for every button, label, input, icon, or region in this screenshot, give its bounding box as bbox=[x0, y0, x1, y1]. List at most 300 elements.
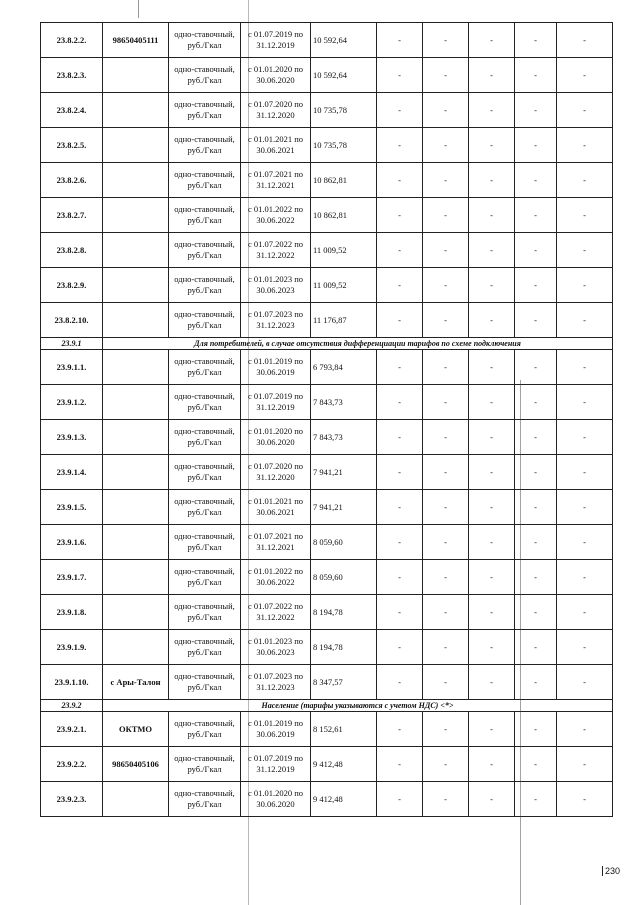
tariff-period-line-1: с 01.07.2019 по bbox=[247, 29, 304, 39]
empty-value: - bbox=[557, 268, 613, 303]
row-organization: с Ары-Талон bbox=[103, 665, 169, 700]
row-code: 23.9.1.4. bbox=[41, 455, 103, 490]
row-code: 23.8.2.5. bbox=[41, 128, 103, 163]
table-row bbox=[41, 630, 613, 665]
tariff-period-line-2: 31.12.2023 bbox=[256, 320, 295, 330]
empty-value: - bbox=[557, 93, 613, 128]
row-organization bbox=[103, 630, 169, 665]
row-code: 23.9.1.9. bbox=[41, 630, 103, 665]
tariff-period bbox=[241, 747, 311, 782]
tariff-type-line-2: руб./Гкал bbox=[187, 402, 222, 412]
row-organization: ОКТМО bbox=[103, 712, 169, 747]
tariff-type bbox=[169, 58, 241, 93]
tariff-period-line-1: с 01.07.2023 по bbox=[247, 309, 304, 319]
table-row bbox=[41, 712, 613, 747]
tariff-type-line-1: одно-ставочный, bbox=[174, 718, 235, 728]
tariff-period bbox=[241, 595, 311, 630]
empty-value: - bbox=[423, 560, 469, 595]
tariff-type bbox=[169, 782, 241, 817]
tariff-period bbox=[241, 560, 311, 595]
scan-artifact-line bbox=[138, 0, 139, 18]
empty-value: - bbox=[423, 420, 469, 455]
tariff-value: 10 862,81 bbox=[311, 198, 377, 233]
empty-value: - bbox=[557, 303, 613, 338]
row-code: 23.9.2.3. bbox=[41, 782, 103, 817]
empty-value: - bbox=[377, 782, 423, 817]
tariff-type bbox=[169, 268, 241, 303]
tariff-period-line-1: с 01.07.2019 по bbox=[247, 391, 304, 401]
empty-value: - bbox=[423, 233, 469, 268]
tariff-type-line-2: руб./Гкал bbox=[187, 764, 222, 774]
empty-value: - bbox=[423, 630, 469, 665]
row-organization: 98650405111 bbox=[103, 23, 169, 58]
table-row bbox=[41, 93, 613, 128]
empty-value: - bbox=[557, 665, 613, 700]
empty-value: - bbox=[515, 525, 557, 560]
empty-value: - bbox=[515, 268, 557, 303]
empty-value: - bbox=[515, 712, 557, 747]
tariff-period-line-1: с 01.01.2021 по bbox=[247, 134, 304, 144]
tariff-period bbox=[241, 630, 311, 665]
tariff-type bbox=[169, 23, 241, 58]
row-organization bbox=[103, 93, 169, 128]
tariff-value: 8 059,60 bbox=[311, 525, 377, 560]
table-row bbox=[41, 665, 613, 700]
tariff-period-line-1: с 01.01.2020 по bbox=[247, 64, 304, 74]
tariff-period-line-2: 31.12.2023 bbox=[256, 682, 295, 692]
tariff-period bbox=[241, 303, 311, 338]
row-organization bbox=[103, 233, 169, 268]
table-row bbox=[41, 420, 613, 455]
empty-value: - bbox=[557, 455, 613, 490]
tariff-period bbox=[241, 163, 311, 198]
tariff-value: 11 009,52 bbox=[311, 233, 377, 268]
tariff-period-line-2: 30.06.2020 bbox=[256, 437, 295, 447]
tariff-period bbox=[241, 268, 311, 303]
tariff-type-line-2: руб./Гкал bbox=[187, 320, 222, 330]
tariff-value: 10 592,64 bbox=[311, 58, 377, 93]
tariff-period-line-2: 31.12.2019 bbox=[256, 764, 295, 774]
tariff-type-line-2: руб./Гкал bbox=[187, 180, 222, 190]
tariff-type-line-2: руб./Гкал bbox=[187, 507, 222, 517]
scan-artifact-line bbox=[248, 0, 249, 905]
empty-value: - bbox=[557, 58, 613, 93]
empty-value: - bbox=[515, 23, 557, 58]
empty-value: - bbox=[557, 747, 613, 782]
empty-value: - bbox=[469, 93, 515, 128]
empty-value: - bbox=[377, 630, 423, 665]
tariff-value: 8 194,78 bbox=[311, 630, 377, 665]
tariff-period-line-1: с 01.01.2020 по bbox=[247, 426, 304, 436]
tariff-period bbox=[241, 782, 311, 817]
tariff-period-line-2: 30.06.2020 bbox=[256, 799, 295, 809]
row-code: 23.9.1.1. bbox=[41, 350, 103, 385]
empty-value: - bbox=[469, 525, 515, 560]
tariff-value: 8 194,78 bbox=[311, 595, 377, 630]
empty-value: - bbox=[469, 747, 515, 782]
tariff-type-line-1: одно-ставочный, bbox=[174, 204, 235, 214]
empty-value: - bbox=[515, 58, 557, 93]
tariff-period-line-2: 31.12.2021 bbox=[256, 180, 295, 190]
tariff-period-line-2: 30.06.2022 bbox=[256, 577, 295, 587]
empty-value: - bbox=[423, 385, 469, 420]
tariff-type bbox=[169, 665, 241, 700]
empty-value: - bbox=[377, 198, 423, 233]
empty-value: - bbox=[469, 490, 515, 525]
empty-value: - bbox=[557, 630, 613, 665]
row-organization bbox=[103, 385, 169, 420]
empty-value: - bbox=[515, 490, 557, 525]
empty-value: - bbox=[515, 128, 557, 163]
row-code: 23.8.2.10. bbox=[41, 303, 103, 338]
empty-value: - bbox=[423, 712, 469, 747]
tariff-period-line-1: с 01.07.2022 по bbox=[247, 239, 304, 249]
tariff-value: 7 941,21 bbox=[311, 490, 377, 525]
row-organization bbox=[103, 560, 169, 595]
empty-value: - bbox=[377, 525, 423, 560]
tariff-type bbox=[169, 747, 241, 782]
tariff-period-line-2: 31.12.2020 bbox=[256, 110, 295, 120]
empty-value: - bbox=[469, 782, 515, 817]
tariff-period-line-1: с 01.01.2020 по bbox=[247, 788, 304, 798]
tariff-type-line-1: одно-ставочный, bbox=[174, 391, 235, 401]
empty-value: - bbox=[469, 128, 515, 163]
empty-value: - bbox=[557, 163, 613, 198]
tariff-value: 9 412,48 bbox=[311, 747, 377, 782]
tariff-type-line-1: одно-ставочный, bbox=[174, 64, 235, 74]
tariff-type-line-2: руб./Гкал bbox=[187, 682, 222, 692]
tariff-period-line-2: 30.06.2023 bbox=[256, 647, 295, 657]
tariff-period-line-2: 30.06.2019 bbox=[256, 729, 295, 739]
section-code: 23.9.1 bbox=[41, 338, 103, 350]
empty-value: - bbox=[557, 712, 613, 747]
row-organization bbox=[103, 198, 169, 233]
empty-value: - bbox=[377, 665, 423, 700]
row-organization bbox=[103, 268, 169, 303]
empty-value: - bbox=[557, 128, 613, 163]
section-row bbox=[41, 338, 613, 350]
tariff-type-line-2: руб./Гкал bbox=[187, 577, 222, 587]
row-organization bbox=[103, 782, 169, 817]
table-row bbox=[41, 303, 613, 338]
tariff-type-line-2: руб./Гкал bbox=[187, 729, 222, 739]
table-row bbox=[41, 128, 613, 163]
empty-value: - bbox=[557, 233, 613, 268]
empty-value: - bbox=[469, 455, 515, 490]
empty-value: - bbox=[469, 712, 515, 747]
empty-value: - bbox=[469, 350, 515, 385]
row-organization bbox=[103, 128, 169, 163]
empty-value: - bbox=[377, 560, 423, 595]
tariff-period-line-2: 31.12.2019 bbox=[256, 402, 295, 412]
tariff-period-line-2: 30.06.2021 bbox=[256, 507, 295, 517]
row-code: 23.8.2.2. bbox=[41, 23, 103, 58]
row-code: 23.8.2.3. bbox=[41, 58, 103, 93]
row-organization: 98650405106 bbox=[103, 747, 169, 782]
row-code: 23.9.2.2. bbox=[41, 747, 103, 782]
empty-value: - bbox=[557, 420, 613, 455]
tariff-period bbox=[241, 93, 311, 128]
row-organization bbox=[103, 303, 169, 338]
tariff-value: 11 009,52 bbox=[311, 268, 377, 303]
empty-value: - bbox=[515, 350, 557, 385]
tariff-type bbox=[169, 93, 241, 128]
tariff-period-line-1: с 01.07.2021 по bbox=[247, 531, 304, 541]
tariff-period bbox=[241, 128, 311, 163]
tariff-period bbox=[241, 525, 311, 560]
tariff-type-line-1: одно-ставочный, bbox=[174, 309, 235, 319]
tariff-period-line-1: с 01.07.2020 по bbox=[247, 461, 304, 471]
tariff-type-line-1: одно-ставочный, bbox=[174, 134, 235, 144]
row-code: 23.9.2.1. bbox=[41, 712, 103, 747]
tariff-type bbox=[169, 350, 241, 385]
empty-value: - bbox=[469, 198, 515, 233]
empty-value: - bbox=[515, 420, 557, 455]
tariff-period-line-1: с 01.01.2023 по bbox=[247, 274, 304, 284]
empty-value: - bbox=[469, 163, 515, 198]
table-row bbox=[41, 198, 613, 233]
section-code: 23.9.2 bbox=[41, 700, 103, 712]
tariff-period bbox=[241, 712, 311, 747]
tariff-type-line-2: руб./Гкал bbox=[187, 215, 222, 225]
empty-value: - bbox=[377, 712, 423, 747]
tariff-type-line-1: одно-ставочный, bbox=[174, 671, 235, 681]
scan-artifact-line bbox=[520, 380, 521, 905]
row-code: 23.8.2.4. bbox=[41, 93, 103, 128]
tariff-period-line-1: с 01.01.2021 по bbox=[247, 496, 304, 506]
empty-value: - bbox=[423, 665, 469, 700]
empty-value: - bbox=[423, 128, 469, 163]
tariff-type-line-1: одно-ставочный, bbox=[174, 169, 235, 179]
empty-value: - bbox=[515, 93, 557, 128]
row-code: 23.9.1.6. bbox=[41, 525, 103, 560]
tariff-period-line-1: с 01.01.2022 по bbox=[247, 566, 304, 576]
empty-value: - bbox=[377, 350, 423, 385]
tariff-period-line-1: с 01.07.2022 по bbox=[247, 601, 304, 611]
table-row bbox=[41, 233, 613, 268]
tariff-type bbox=[169, 630, 241, 665]
empty-value: - bbox=[469, 58, 515, 93]
tariff-type bbox=[169, 560, 241, 595]
table-row bbox=[41, 747, 613, 782]
tariff-period-line-2: 30.06.2023 bbox=[256, 285, 295, 295]
tariff-type bbox=[169, 198, 241, 233]
tariff-period-line-1: с 01.01.2019 по bbox=[247, 356, 304, 366]
empty-value: - bbox=[557, 782, 613, 817]
tariff-period bbox=[241, 385, 311, 420]
empty-value: - bbox=[423, 23, 469, 58]
tariff-type-line-1: одно-ставочный, bbox=[174, 788, 235, 798]
empty-value: - bbox=[515, 782, 557, 817]
empty-value: - bbox=[377, 163, 423, 198]
tariff-type-line-1: одно-ставочный, bbox=[174, 426, 235, 436]
tariff-period-line-2: 30.06.2022 bbox=[256, 215, 295, 225]
empty-value: - bbox=[423, 350, 469, 385]
tariff-type bbox=[169, 233, 241, 268]
tariff-type-line-2: руб./Гкал bbox=[187, 145, 222, 155]
table-row bbox=[41, 595, 613, 630]
empty-value: - bbox=[377, 233, 423, 268]
tariff-type bbox=[169, 128, 241, 163]
tariff-type-line-1: одно-ставочный, bbox=[174, 601, 235, 611]
tariff-type-line-1: одно-ставочный, bbox=[174, 274, 235, 284]
tariff-value: 10 592,64 bbox=[311, 23, 377, 58]
tariff-period-line-2: 31.12.2022 bbox=[256, 612, 295, 622]
tariff-type bbox=[169, 525, 241, 560]
empty-value: - bbox=[557, 560, 613, 595]
tariff-type bbox=[169, 420, 241, 455]
tariff-value: 8 347,57 bbox=[311, 665, 377, 700]
tariff-value: 8 059,60 bbox=[311, 560, 377, 595]
row-code: 23.9.1.8. bbox=[41, 595, 103, 630]
tariff-period bbox=[241, 455, 311, 490]
empty-value: - bbox=[515, 455, 557, 490]
table-row bbox=[41, 163, 613, 198]
tariff-value: 7 843,73 bbox=[311, 385, 377, 420]
empty-value: - bbox=[377, 303, 423, 338]
empty-value: - bbox=[423, 58, 469, 93]
tariff-period-line-1: с 01.01.2022 по bbox=[247, 204, 304, 214]
row-organization bbox=[103, 525, 169, 560]
tariff-period bbox=[241, 420, 311, 455]
empty-value: - bbox=[515, 560, 557, 595]
empty-value: - bbox=[423, 782, 469, 817]
row-organization bbox=[103, 490, 169, 525]
tariff-type-line-2: руб./Гкал bbox=[187, 612, 222, 622]
tariff-type-line-1: одно-ставочный, bbox=[174, 636, 235, 646]
tariff-type-line-1: одно-ставочный, bbox=[174, 566, 235, 576]
empty-value: - bbox=[377, 23, 423, 58]
empty-value: - bbox=[557, 350, 613, 385]
empty-value: - bbox=[377, 455, 423, 490]
tariff-period bbox=[241, 58, 311, 93]
tariff-type-line-2: руб./Гкал bbox=[187, 250, 222, 260]
tariff-type-line-2: руб./Гкал bbox=[187, 75, 222, 85]
page-number: 230 bbox=[602, 866, 620, 876]
empty-value: - bbox=[423, 490, 469, 525]
tariff-type bbox=[169, 595, 241, 630]
tariff-period-line-2: 31.12.2019 bbox=[256, 40, 295, 50]
empty-value: - bbox=[469, 420, 515, 455]
tariff-type bbox=[169, 490, 241, 525]
tariff-value: 9 412,48 bbox=[311, 782, 377, 817]
row-organization bbox=[103, 350, 169, 385]
row-code: 23.8.2.6. bbox=[41, 163, 103, 198]
tariff-period-line-1: с 01.01.2023 по bbox=[247, 636, 304, 646]
empty-value: - bbox=[423, 455, 469, 490]
row-organization bbox=[103, 595, 169, 630]
tariff-period-line-1: с 01.07.2021 по bbox=[247, 169, 304, 179]
table-row bbox=[41, 268, 613, 303]
tariff-type-line-2: руб./Гкал bbox=[187, 647, 222, 657]
tariff-type-line-1: одно-ставочный, bbox=[174, 753, 235, 763]
tariff-period bbox=[241, 198, 311, 233]
empty-value: - bbox=[557, 525, 613, 560]
empty-value: - bbox=[557, 595, 613, 630]
tariff-type-line-2: руб./Гкал bbox=[187, 799, 222, 809]
empty-value: - bbox=[423, 525, 469, 560]
table-row bbox=[41, 782, 613, 817]
table-row bbox=[41, 525, 613, 560]
empty-value: - bbox=[469, 630, 515, 665]
empty-value: - bbox=[423, 747, 469, 782]
empty-value: - bbox=[423, 595, 469, 630]
row-code: 23.9.1.7. bbox=[41, 560, 103, 595]
tariff-type-line-1: одно-ставочный, bbox=[174, 239, 235, 249]
tariff-type-line-2: руб./Гкал bbox=[187, 437, 222, 447]
row-code: 23.9.1.5. bbox=[41, 490, 103, 525]
empty-value: - bbox=[377, 747, 423, 782]
table-row bbox=[41, 490, 613, 525]
tariff-value: 11 176,87 bbox=[311, 303, 377, 338]
row-organization bbox=[103, 58, 169, 93]
empty-value: - bbox=[515, 385, 557, 420]
table-row bbox=[41, 455, 613, 490]
empty-value: - bbox=[469, 303, 515, 338]
tariff-type bbox=[169, 712, 241, 747]
row-code: 23.8.2.9. bbox=[41, 268, 103, 303]
empty-value: - bbox=[423, 268, 469, 303]
tariff-type-line-1: одно-ставочный, bbox=[174, 356, 235, 366]
tariff-value: 10 735,78 bbox=[311, 93, 377, 128]
empty-value: - bbox=[469, 385, 515, 420]
table-row bbox=[41, 23, 613, 58]
empty-value: - bbox=[377, 490, 423, 525]
tariff-period-line-1: с 01.07.2023 по bbox=[247, 671, 304, 681]
empty-value: - bbox=[377, 58, 423, 93]
empty-value: - bbox=[469, 595, 515, 630]
tariff-type-line-1: одно-ставочный, bbox=[174, 99, 235, 109]
row-code: 23.9.1.2. bbox=[41, 385, 103, 420]
tariff-period bbox=[241, 23, 311, 58]
empty-value: - bbox=[377, 385, 423, 420]
empty-value: - bbox=[377, 595, 423, 630]
tariff-period bbox=[241, 350, 311, 385]
empty-value: - bbox=[515, 747, 557, 782]
tariff-type-line-2: руб./Гкал bbox=[187, 367, 222, 377]
empty-value: - bbox=[377, 420, 423, 455]
empty-value: - bbox=[515, 198, 557, 233]
table-row bbox=[41, 385, 613, 420]
tariff-type-line-1: одно-ставочный, bbox=[174, 461, 235, 471]
row-code: 23.8.2.7. bbox=[41, 198, 103, 233]
empty-value: - bbox=[469, 665, 515, 700]
tariff-period-line-1: с 01.07.2020 по bbox=[247, 99, 304, 109]
empty-value: - bbox=[423, 198, 469, 233]
tariff-period bbox=[241, 490, 311, 525]
empty-value: - bbox=[377, 93, 423, 128]
empty-value: - bbox=[557, 385, 613, 420]
tariff-period-line-2: 31.12.2021 bbox=[256, 542, 295, 552]
tariff-period-line-2: 30.06.2021 bbox=[256, 145, 295, 155]
empty-value: - bbox=[515, 630, 557, 665]
tariff-value: 10 862,81 bbox=[311, 163, 377, 198]
empty-value: - bbox=[469, 23, 515, 58]
tariff-period bbox=[241, 665, 311, 700]
table-row bbox=[41, 350, 613, 385]
tariff-type-line-1: одно-ставочный, bbox=[174, 29, 235, 39]
tariff-value: 6 793,84 bbox=[311, 350, 377, 385]
tariff-period-line-2: 31.12.2020 bbox=[256, 472, 295, 482]
empty-value: - bbox=[515, 163, 557, 198]
tariff-table bbox=[40, 22, 613, 817]
tariff-period-line-2: 30.06.2019 bbox=[256, 367, 295, 377]
tariff-type-line-1: одно-ставочный, bbox=[174, 496, 235, 506]
empty-value: - bbox=[515, 303, 557, 338]
tariff-period bbox=[241, 233, 311, 268]
empty-value: - bbox=[469, 268, 515, 303]
row-code: 23.9.1.10. bbox=[41, 665, 103, 700]
